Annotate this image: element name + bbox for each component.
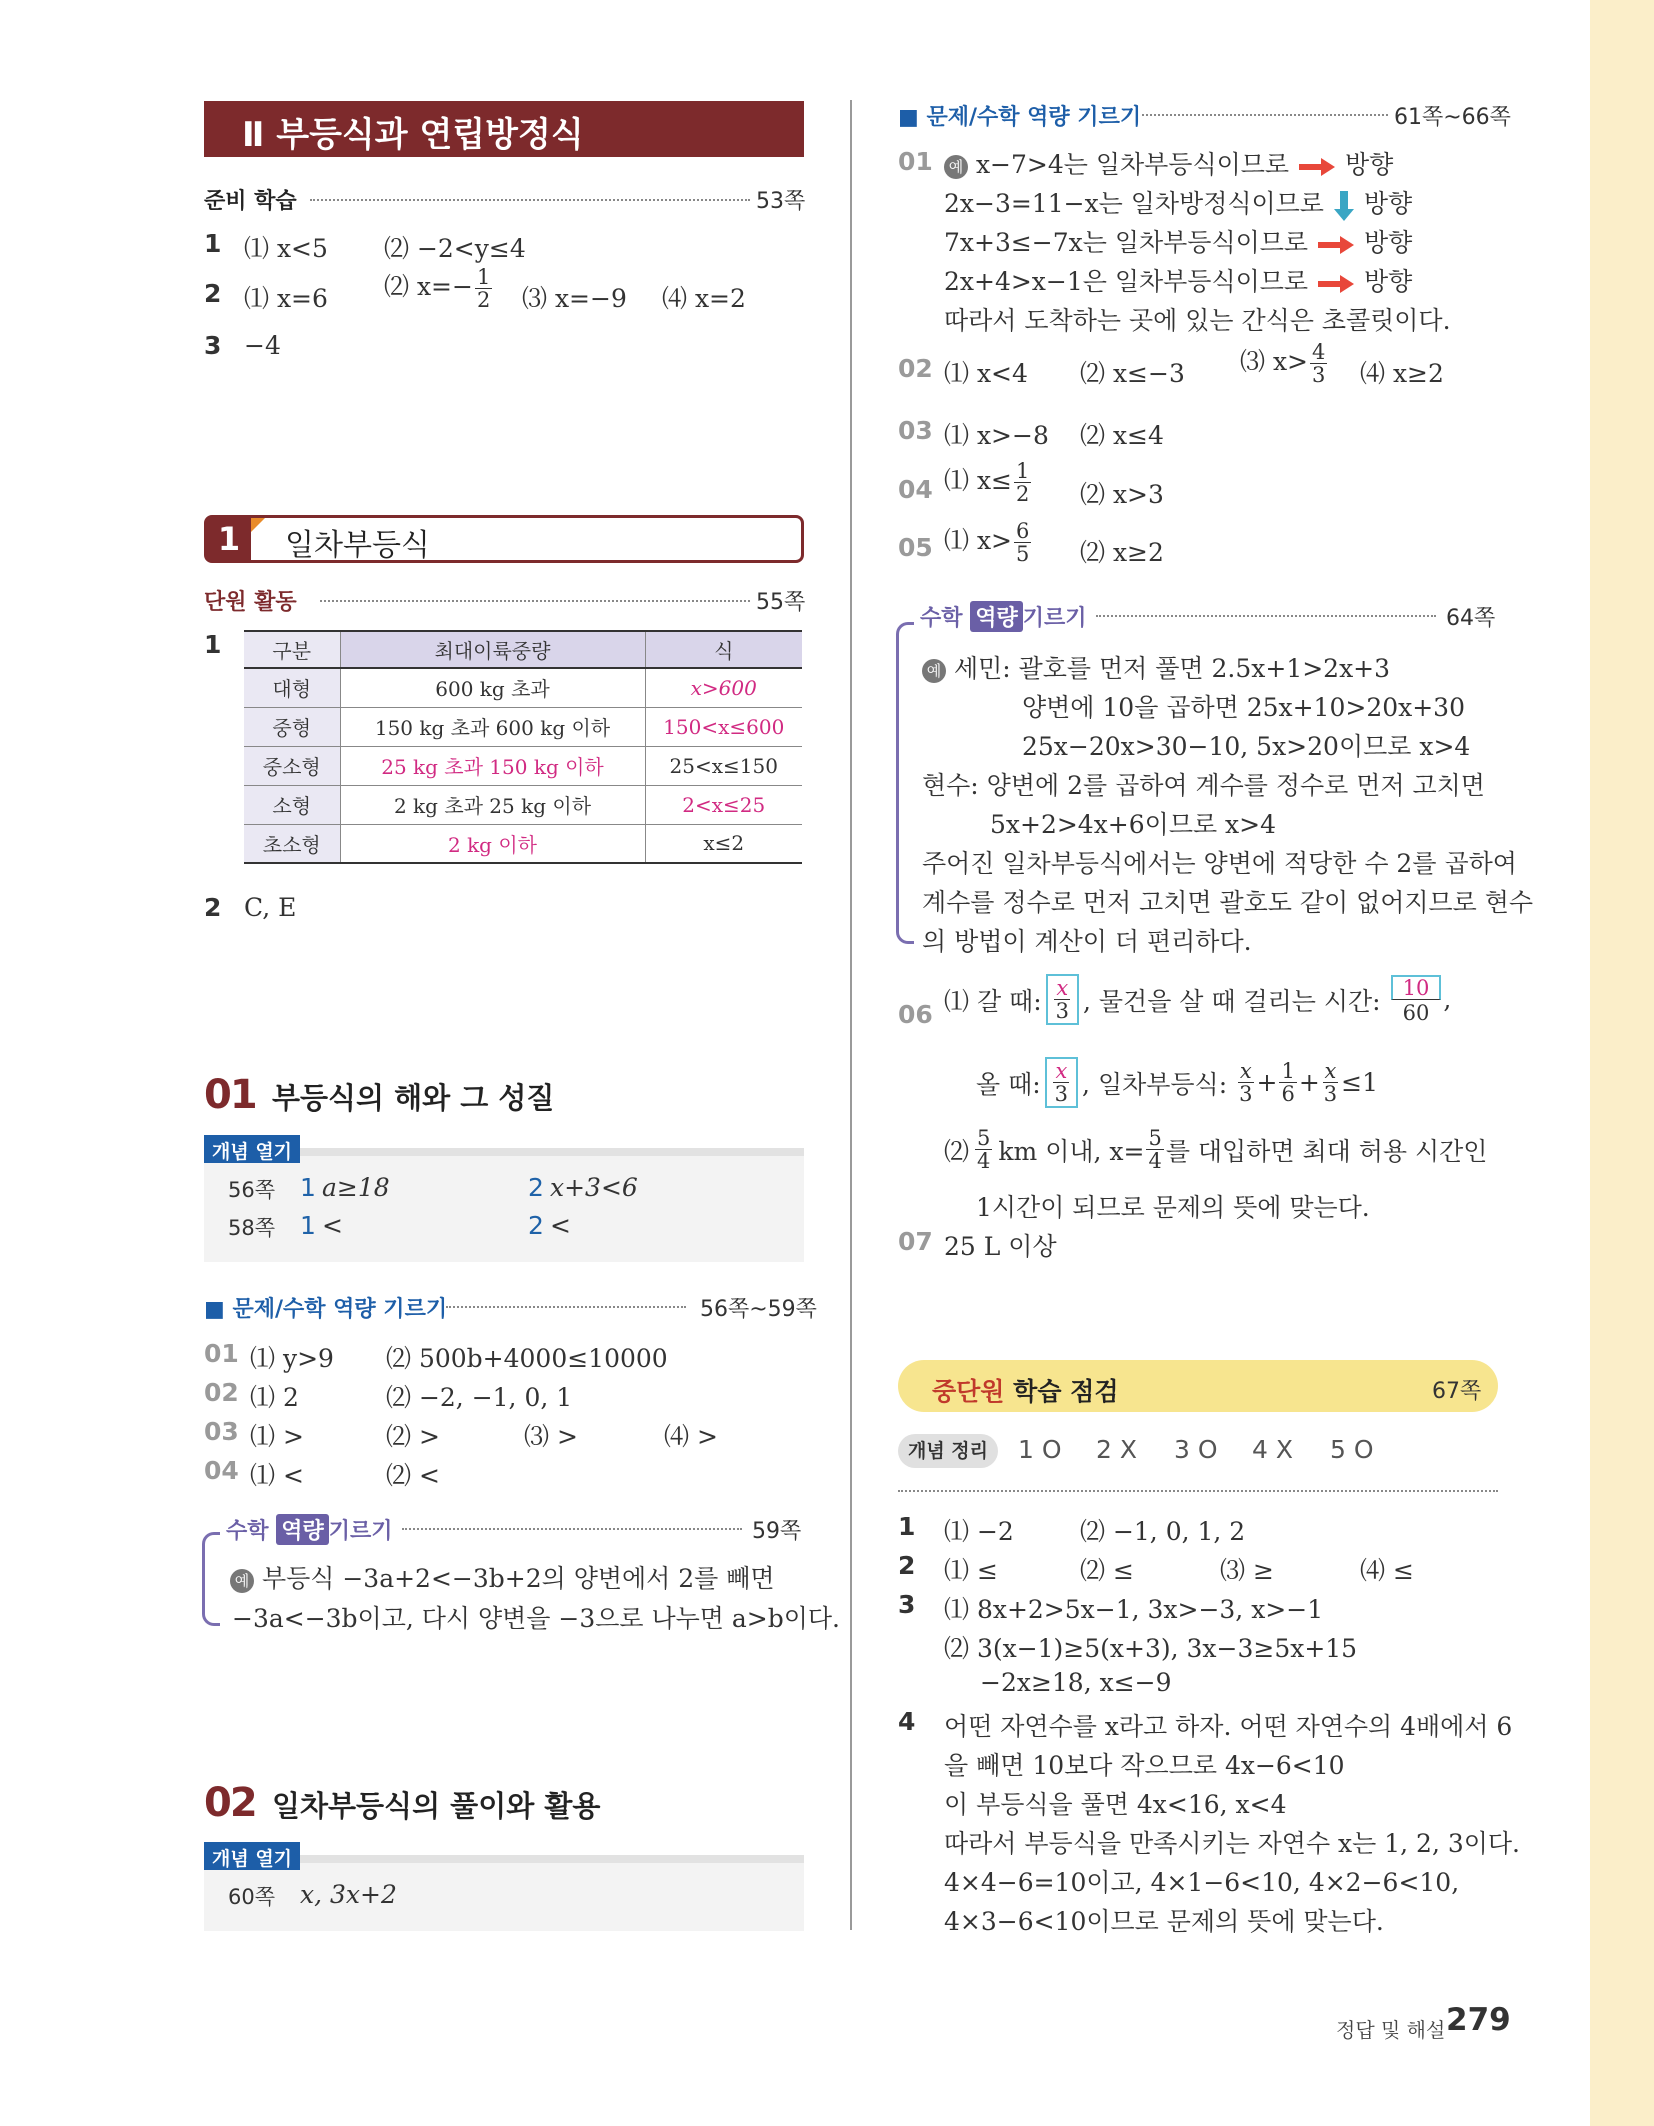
mid-q1-num: 1 xyxy=(898,1512,916,1541)
p05-a-pre: ⑴ x> xyxy=(944,526,1012,556)
capa-label-b: 기르기 xyxy=(1022,606,1087,631)
lesson1-p03-b: ⑵ > xyxy=(386,1422,440,1451)
frac-num: x xyxy=(1324,1059,1337,1083)
lesson1-number: 01 xyxy=(204,1072,256,1118)
mid-q4-line: 을 빼면 10보다 작으므로 4x−6<10 xyxy=(944,1751,1345,1780)
p02-a: ⑴ x<4 xyxy=(944,359,1028,388)
p07-text: 25 L 이상 xyxy=(944,1232,1057,1261)
frac-den: 60 xyxy=(1402,1001,1430,1026)
frac-den: 3 xyxy=(1239,1082,1253,1107)
column-divider xyxy=(850,100,852,1930)
lesson1-p04-b: ⑵ < xyxy=(386,1461,440,1490)
p05-num: 05 xyxy=(898,533,933,562)
mid-check-title-a: 중단원 xyxy=(932,1377,1005,1406)
mid-q4-line: 어떤 자연수를 x라고 하자. 어떤 자연수의 4배에서 6 xyxy=(944,1712,1513,1741)
frac-den: 6 xyxy=(1281,1082,1295,1107)
p05-b: ⑵ x≥2 xyxy=(1080,538,1164,567)
unit-q2-num: 2 xyxy=(204,893,222,922)
p01-line xyxy=(944,145,1393,181)
lesson2-concept-label: 개념 열기 xyxy=(204,1842,300,1870)
p06-text: km 이내, x= xyxy=(998,1136,1145,1166)
p06-line2 xyxy=(976,1057,1378,1108)
p01-conclusion: 따라서 도착하는 곳에 있는 간식은 초콜릿이다. xyxy=(944,306,1451,335)
p06-num: 06 xyxy=(898,1000,933,1029)
frac-den: 5 xyxy=(1016,542,1030,567)
arrow-right-icon xyxy=(1316,233,1356,257)
lesson2-concept-page: 60쪽 xyxy=(228,1885,276,1909)
p01-line xyxy=(944,223,1412,259)
capa-page: 64쪽 xyxy=(1446,606,1496,631)
capa-label xyxy=(920,601,1086,632)
table-row xyxy=(244,746,802,785)
frac-den: 4 xyxy=(977,1149,991,1174)
frac-den: 3 xyxy=(1323,1082,1338,1107)
p06-frac xyxy=(1279,1060,1296,1105)
frac-den: 3 xyxy=(1312,363,1326,388)
p05-a xyxy=(944,520,1033,565)
concept-item: 2 X xyxy=(1096,1435,1137,1464)
lesson1-capa-line2: −3a<−3b이고, 다시 양변을 −3으로 나누면 a>b이다. xyxy=(232,1604,840,1633)
frac-den: 3 xyxy=(1054,1082,1069,1107)
frac-num: 10 xyxy=(1391,975,1442,1000)
frac-num: 6 xyxy=(1016,519,1030,543)
mid-q2-d: ⑷ ≤ xyxy=(1360,1556,1414,1585)
chapter-title: 일차부등식 xyxy=(285,528,430,563)
lesson2-number: 02 xyxy=(204,1780,256,1826)
capa-line: 현수: 양변에 2를 곱하여 계수를 정수로 먼저 고치면 xyxy=(922,771,1485,800)
lesson1-concept-num: 2 xyxy=(528,1173,544,1202)
table-header: 식 xyxy=(645,631,802,668)
unit-q2-answer: C, E xyxy=(244,893,297,922)
table-header: 구분 xyxy=(244,631,340,668)
p06-frac xyxy=(1237,1060,1254,1105)
table-cell: 2 kg 이하 xyxy=(340,824,645,863)
prep-q3-num: 3 xyxy=(204,331,222,360)
p01-num: 01 xyxy=(898,147,933,176)
table-cell: 600 kg 초과 xyxy=(340,668,645,707)
capa-line: 의 방법이 계산이 더 편리하다. xyxy=(922,927,1252,956)
frac-den: 2 xyxy=(476,288,491,313)
capa-label-a: 수학 xyxy=(226,1519,269,1544)
p02-c-pre: ⑶ x> xyxy=(1240,347,1308,377)
capa-badge: 역량 xyxy=(970,601,1023,632)
p01-direction: 방향 xyxy=(1363,228,1413,257)
mid-check-page: 67쪽 xyxy=(1432,1379,1482,1404)
prep-page: 53쪽 xyxy=(756,189,806,214)
problems-label: ■ 문제/수학 역량 기르기 xyxy=(898,105,1142,130)
capa-line: 25x−20x>30−10, 5x>20이므로 x>4 xyxy=(1022,732,1471,761)
p06-frac xyxy=(1391,975,1442,1024)
section-title: Ⅱ 부등식과 연립방정식 xyxy=(204,101,804,157)
p06-frac xyxy=(1322,1060,1339,1105)
table-cell: x>600 xyxy=(645,668,802,707)
p06-frac xyxy=(975,1127,992,1172)
p06-text: , xyxy=(1443,985,1452,1015)
lesson1-capa-dotline xyxy=(402,1528,742,1530)
p01-text: 2x−3=11−x는 일차방정식이므로 xyxy=(944,189,1324,218)
lesson1-concept-num: 2 xyxy=(528,1211,544,1240)
chapter-number: 1 xyxy=(207,518,251,560)
p03-num: 03 xyxy=(898,416,933,445)
mid-q2-c: ⑶ ≥ xyxy=(1220,1556,1274,1585)
prep-q2-c: ⑶ x=−9 xyxy=(522,284,627,313)
prep-q2-b-frac xyxy=(475,266,492,311)
p05-a-frac xyxy=(1014,520,1031,565)
p06-text: ⑴ 갈 때: xyxy=(944,986,1042,1016)
prep-q2-b xyxy=(384,266,494,311)
table-cell: 2 kg 초과 25 kg 이하 xyxy=(340,785,645,824)
chapter-corner-mark xyxy=(251,518,265,532)
mid-q4-num: 4 xyxy=(898,1707,916,1736)
lesson1-p04-a: ⑴ < xyxy=(250,1461,304,1490)
p06-text: ≤1 xyxy=(1341,1068,1379,1098)
lesson1-capa-page: 59쪽 xyxy=(752,1519,802,1544)
p04-a-pre: ⑴ x≤ xyxy=(944,466,1012,496)
concept-item: 3 O xyxy=(1174,1435,1218,1464)
plus-sign: + xyxy=(1256,1068,1278,1098)
p06-text: , 물건을 살 때 걸리는 시간: xyxy=(1083,986,1381,1016)
lesson1-concept-value: x+3<6 xyxy=(550,1173,638,1202)
prep-q1-a: ⑴ x<5 xyxy=(244,234,328,263)
unit-activity-dotline xyxy=(320,600,750,602)
mid-q1-a: ⑴ −2 xyxy=(944,1517,1014,1546)
p06-text: ⑵ xyxy=(944,1136,970,1166)
lesson1-concept-box xyxy=(204,1148,804,1262)
capa-line: 5x+2>4x+6이므로 x>4 xyxy=(990,810,1277,839)
lesson1-concept-value: < xyxy=(322,1211,343,1240)
capa-badge: 역량 xyxy=(276,1514,329,1545)
lesson2-title: 일차부등식의 풀이와 활용 xyxy=(272,1789,601,1823)
frac-num: 4 xyxy=(1312,340,1326,364)
mid-q4-line: 4×4−6=10이고, 4×1−6<10, 4×2−6<10, xyxy=(944,1868,1460,1897)
frac-num: x xyxy=(1056,976,1069,1000)
lesson1-concept-value: a≥18 xyxy=(322,1173,390,1202)
page-number: 279 xyxy=(1446,2002,1511,2038)
mid-q3-line: ⑴ 8x+2>5x−1, 3x>−3, x>−1 xyxy=(944,1595,1324,1624)
side-strip xyxy=(1590,0,1654,2126)
table-cell: 150 kg 초과 600 kg 이하 xyxy=(340,707,645,746)
frac-num: x xyxy=(1239,1059,1252,1083)
lesson1-capa-brace xyxy=(202,1532,220,1626)
table-cell: 중소형 xyxy=(244,746,340,785)
prep-q2-num: 2 xyxy=(204,279,222,308)
capa-line: 양변에 10을 곱하면 25x+10>20x+30 xyxy=(1022,693,1465,722)
p02-b: ⑵ x≤−3 xyxy=(1080,359,1185,388)
prep-q2-b-pre: ⑵ x=− xyxy=(384,272,473,302)
mid-q4-line: 따라서 부등식을 만족시키는 자연수 x는 1, 2, 3이다. xyxy=(944,1829,1520,1858)
lesson1-p01-b: ⑵ 500b+4000≤10000 xyxy=(386,1344,668,1373)
mid-q4-line: 4×3−6<10이므로 문제의 뜻에 맞는다. xyxy=(944,1907,1384,1936)
lesson1-p01-a: ⑴ y>9 xyxy=(250,1344,334,1373)
concept-summary-label: 개념 정리 xyxy=(898,1434,998,1468)
frac-den: 3 xyxy=(1055,999,1069,1024)
arrow-right-icon xyxy=(1316,272,1356,296)
lesson1-p02-b: ⑵ −2, −1, 0, 1 xyxy=(386,1383,573,1412)
p06-frac xyxy=(1146,1127,1163,1172)
prep-q1-b: ⑵ −2<y≤4 xyxy=(384,234,526,263)
p01-line xyxy=(944,184,1412,223)
p01-direction: 방향 xyxy=(1363,189,1413,218)
mid-q2-num: 2 xyxy=(898,1551,916,1580)
p01-text: 2x+4>x−1은 일차부등식이므로 xyxy=(944,267,1309,296)
frac-num: 5 xyxy=(1148,1126,1162,1150)
frac-num: x xyxy=(1055,1059,1068,1083)
capa-line: 주어진 일차부등식에서는 양변에 적당한 수 2를 곱하여 xyxy=(922,849,1517,878)
table-row xyxy=(244,785,802,824)
prep-q2-a: ⑴ x=6 xyxy=(244,284,328,313)
plus-sign: + xyxy=(1298,1068,1320,1098)
capa-text: 세민: 괄호를 먼저 풀면 2.5x+1>2x+3 xyxy=(953,654,1391,683)
p06-text: 올 때: xyxy=(976,1069,1041,1099)
prep-q3-text: −4 xyxy=(244,331,281,360)
table-cell: 2<x≤25 xyxy=(645,785,802,824)
frac-num: 1 xyxy=(476,265,491,289)
example-icon: 예 xyxy=(922,659,946,683)
table-cell: 대형 xyxy=(244,668,340,707)
answer-box xyxy=(1046,974,1079,1025)
mid-q2-b: ⑵ ≤ xyxy=(1080,1556,1134,1585)
frac-num: 1 xyxy=(1016,459,1030,483)
unit-activity-label: 단원 활동 xyxy=(204,590,297,615)
mid-q4-line: 이 부등식을 풀면 4x<16, x<4 xyxy=(944,1790,1287,1819)
frac-den: 4 xyxy=(1148,1149,1162,1174)
lesson1-concept-num: 1 xyxy=(300,1173,316,1202)
mid-q3-line: −2x≥18, x≤−9 xyxy=(980,1668,1172,1697)
table-header: 최대이륙중량 xyxy=(340,631,645,668)
unit-q1-num: 1 xyxy=(204,630,222,659)
problems-dotline xyxy=(1142,114,1388,116)
table-cell: 초소형 xyxy=(244,824,340,863)
example-icon: 예 xyxy=(230,1569,254,1593)
p01-direction: 방향 xyxy=(1363,267,1413,296)
concept-item: 1 O xyxy=(1018,1435,1062,1464)
frac-num: 1 xyxy=(1281,1059,1295,1083)
lesson1-p03-a: ⑴ > xyxy=(250,1422,304,1451)
mid-q1-b: ⑵ −1, 0, 1, 2 xyxy=(1080,1517,1246,1546)
capa-dotline xyxy=(1096,615,1436,617)
p02-num: 02 xyxy=(898,354,933,383)
frac-num: 5 xyxy=(977,1126,991,1150)
p01-text: x−7>4는 일차부등식이므로 xyxy=(975,150,1290,179)
p01-direction: 방향 xyxy=(1344,150,1394,179)
lesson1-capa-label xyxy=(226,1514,392,1545)
lesson1-concept-page: 56쪽 xyxy=(228,1178,276,1202)
prep-label: 준비 학습 xyxy=(204,189,297,214)
p06-text: , 일차부등식: xyxy=(1082,1069,1228,1099)
p02-c xyxy=(1240,341,1329,386)
lesson1-problems-label: ■ 문제/수학 역량 기르기 xyxy=(204,1297,448,1322)
lesson1-title: 부등식의 해와 그 성질 xyxy=(272,1081,555,1115)
p02-d: ⑷ x≥2 xyxy=(1360,359,1444,388)
lesson1-concept-value: < xyxy=(550,1211,571,1240)
capa-line: 계수를 정수로 먼저 고치면 괄호도 같이 없어지므로 현수 xyxy=(922,888,1534,917)
p01-text: 7x+3≤−7x는 일차부등식이므로 xyxy=(944,228,1309,257)
lesson1-p04-num: 04 xyxy=(204,1456,239,1485)
p06-text: 를 대입하면 최대 허용 시간인 xyxy=(1165,1136,1488,1166)
lesson1-concept-num: 1 xyxy=(300,1211,316,1240)
table-row xyxy=(244,824,802,863)
answer-box xyxy=(1045,1057,1078,1108)
arrow-down-icon xyxy=(1332,189,1356,223)
mid-q3-num: 3 xyxy=(898,1590,916,1619)
mid-check-dotline xyxy=(898,1490,1498,1492)
p03-a: ⑴ x>−8 xyxy=(944,421,1049,450)
prep-q2-d: ⑷ x=2 xyxy=(662,284,746,313)
table-row xyxy=(244,668,802,707)
lesson1-p03-c: ⑶ > xyxy=(524,1422,578,1451)
p01-line xyxy=(944,262,1412,298)
lesson1-p03-num: 03 xyxy=(204,1417,239,1446)
lesson1-problems-dotline xyxy=(446,1306,686,1308)
p06-line1 xyxy=(944,974,1451,1025)
frac-den: 2 xyxy=(1016,482,1030,507)
p06-line4: 1시간이 되므로 문제의 뜻에 맞는다. xyxy=(976,1193,1370,1222)
table-row xyxy=(244,707,802,746)
example-icon: 예 xyxy=(944,155,968,179)
lesson1-concept-page: 58쪽 xyxy=(228,1216,276,1240)
mid-q2-a: ⑴ ≤ xyxy=(944,1556,998,1585)
p04-a xyxy=(944,460,1033,505)
p07-num: 07 xyxy=(898,1227,933,1256)
table-cell: 중형 xyxy=(244,707,340,746)
table-cell: 소형 xyxy=(244,785,340,824)
table-cell: 25 kg 초과 150 kg 이하 xyxy=(340,746,645,785)
lesson1-p01-num: 01 xyxy=(204,1339,239,1368)
prep-q1-num: 1 xyxy=(204,229,222,258)
drone-weight-table xyxy=(244,630,802,864)
table-cell: 150<x≤600 xyxy=(645,707,802,746)
p03-b: ⑵ x≤4 xyxy=(1080,421,1164,450)
mid-check-title-b: 학습 점검 xyxy=(1013,1377,1119,1406)
p04-num: 04 xyxy=(898,475,933,504)
lesson2-concept-value: x, 3x+2 xyxy=(300,1880,397,1909)
p02-c-frac xyxy=(1310,341,1327,386)
lesson1-p02-a: ⑴ 2 xyxy=(250,1383,299,1412)
prep-dotline xyxy=(310,199,750,201)
p06-line3 xyxy=(944,1127,1487,1172)
capa-label-a: 수학 xyxy=(920,606,963,631)
p04-b: ⑵ x>3 xyxy=(1080,480,1164,509)
arrow-right-icon xyxy=(1297,155,1337,179)
unit-activity-page: 55쪽 xyxy=(756,590,806,615)
concept-item: 4 X xyxy=(1252,1435,1293,1464)
lesson1-problems-page: 56쪽~59쪽 xyxy=(700,1297,817,1322)
chapter-heading xyxy=(204,515,804,563)
footer-label: 정답 및 해설 xyxy=(1336,2018,1446,2042)
problems-page: 61쪽~66쪽 xyxy=(1394,105,1511,130)
p04-a-frac xyxy=(1014,460,1031,505)
capa-text: 부등식 −3a+2<−3b+2의 양변에서 2를 빼면 xyxy=(261,1564,775,1593)
lesson1-p03-d: ⑷ > xyxy=(664,1422,718,1451)
mid-q3-line: ⑵ 3(x−1)≥5(x+3), 3x−3≥5x+15 xyxy=(944,1634,1358,1663)
table-cell: x≤2 xyxy=(645,824,802,863)
lesson1-capa-line1 xyxy=(230,1559,775,1595)
capa-brace xyxy=(896,622,914,944)
mid-check-title xyxy=(932,1372,1118,1408)
lesson1-p02-num: 02 xyxy=(204,1378,239,1407)
table-cell: 25<x≤150 xyxy=(645,746,802,785)
capa-label-b: 기르기 xyxy=(328,1519,393,1544)
concept-item: 5 O xyxy=(1330,1435,1374,1464)
capa-line xyxy=(922,649,1390,685)
lesson1-concept-label: 개념 열기 xyxy=(204,1135,300,1163)
